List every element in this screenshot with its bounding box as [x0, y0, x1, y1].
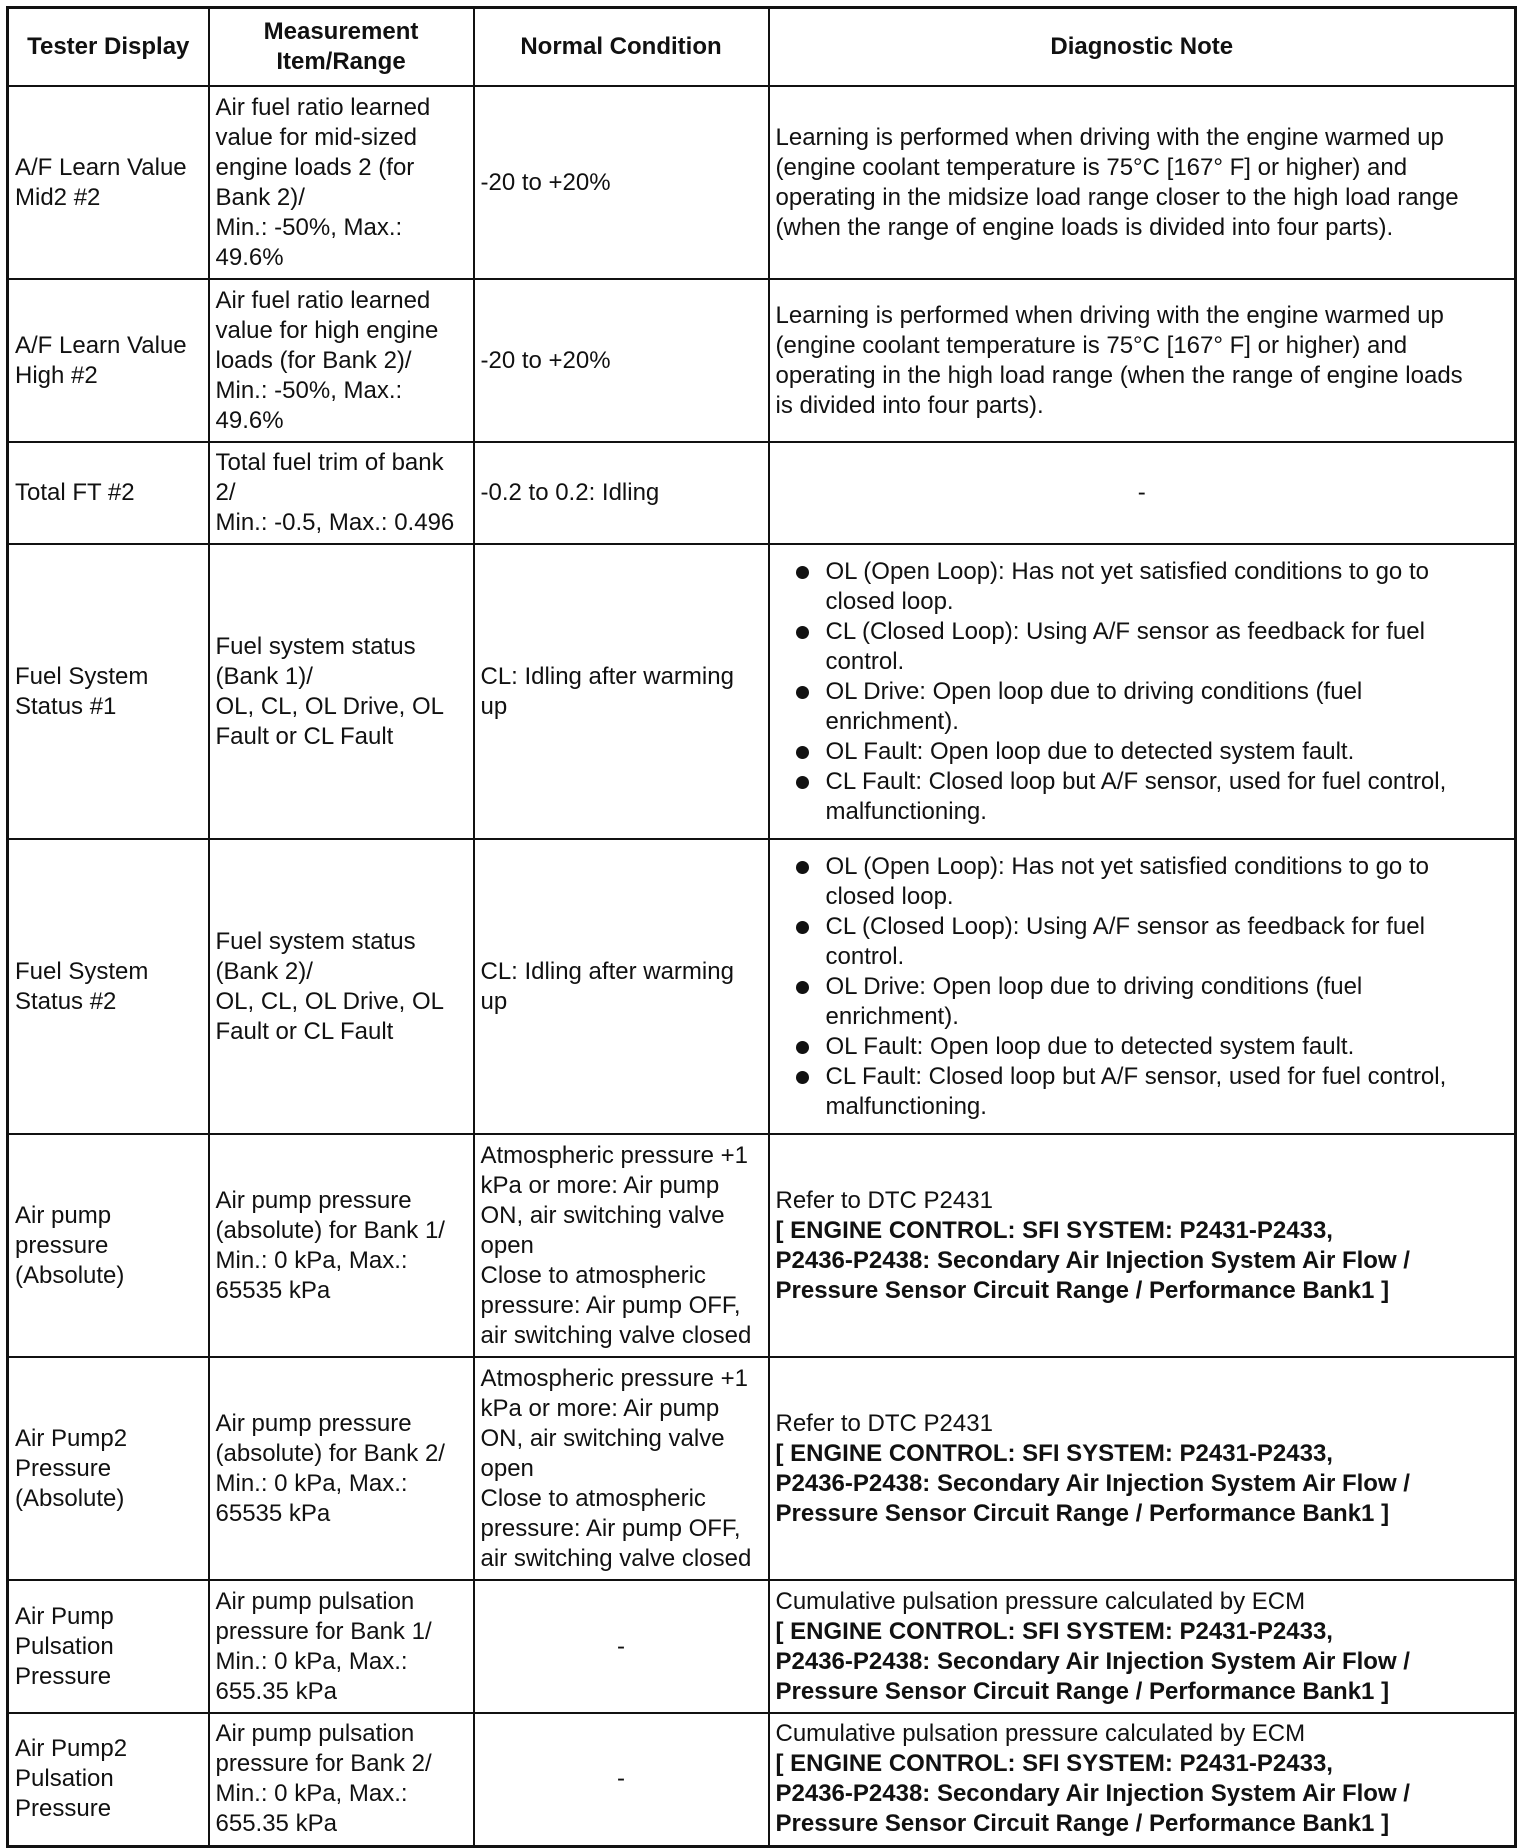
diagnostic-note-cell — [769, 1713, 1516, 1846]
tester-display-cell: Fuel System Status #2 — [8, 839, 209, 1134]
table-row — [8, 839, 1516, 1134]
list-item: CL (Closed Loop): Using A/F sensor as feedback for fuel control. — [790, 912, 1509, 972]
normal-condition-cell: CL: Idling after warming up — [474, 839, 769, 1134]
header-row — [8, 8, 1516, 87]
header-normal-condition: Normal Condition — [474, 8, 769, 87]
normal-condition-cell: - — [474, 1580, 769, 1713]
normal-condition-cell: Atmospheric pressure +1 kPa or more: Air pump ON, air switching valve open Close to atmospheric pressure: Air pump OFF, air switching valve closed — [474, 1357, 769, 1580]
tester-display-cell: Air Pump Pulsation Pressure — [8, 1580, 209, 1713]
bullet-list — [776, 852, 1509, 1122]
normal-condition-cell: CL: Idling after warming up — [474, 544, 769, 839]
list-item: OL Fault: Open loop due to detected system fault. — [790, 1032, 1509, 1062]
diagnostic-note-cell — [769, 1580, 1516, 1713]
measurement-cell: Fuel system status (Bank 2)/ OL, CL, OL Drive, OL Fault or CL Fault — [209, 839, 474, 1134]
normal-condition-cell: -20 to +20% — [474, 86, 769, 279]
measurement-cell: Air pump pulsation pressure for Bank 1/ Min.: 0 kPa, Max.: 655.35 kPa — [209, 1580, 474, 1713]
normal-condition-cell: -0.2 to 0.2: Idling — [474, 442, 769, 544]
table-row — [8, 1580, 1516, 1713]
table-row — [8, 544, 1516, 839]
list-item: OL (Open Loop): Has not yet satisfied conditions to go to closed loop. — [790, 557, 1509, 617]
tester-display-cell: Air Pump2 Pressure (Absolute) — [8, 1357, 209, 1580]
tester-display-cell: Total FT #2 — [8, 442, 209, 544]
diagnostic-note-cell — [769, 544, 1516, 839]
list-item: OL Drive: Open loop due to driving conditions (fuel enrichment). — [790, 972, 1509, 1032]
list-item: CL Fault: Closed loop but A/F sensor, used for fuel control, malfunctioning. — [790, 767, 1509, 827]
diagnostic-note-cell — [769, 1357, 1516, 1580]
diagnostic-note-cell: - — [769, 442, 1516, 544]
table-row — [8, 279, 1516, 442]
measurement-cell: Total fuel trim of bank 2/ Min.: -0.5, Max.: 0.496 — [209, 442, 474, 544]
reference-link[interactable]: [ ENGINE CONTROL: SFI SYSTEM: P2431-P2433, P2436-P2438: Secondary Air Injection System Air Flow / Pressure Sensor Circuit Range / Performance Bank1 ] — [775, 1617, 1410, 1705]
table-row — [8, 1713, 1516, 1846]
data-list-table — [6, 6, 1517, 1848]
diagnostic-note-cell: Learning is performed when driving with the engine warmed up (engine coolant temperature is 75°C [167° F] or higher) and operating in the high load range (when the range of engine loads is divided into four parts). — [769, 279, 1516, 442]
normal-condition-cell: -20 to +20% — [474, 279, 769, 442]
diagnostic-note-cell — [769, 1134, 1516, 1357]
table-row — [8, 86, 1516, 279]
tester-display-cell: A/F Learn Value Mid2 #2 — [8, 86, 209, 279]
reference-link[interactable]: [ ENGINE CONTROL: SFI SYSTEM: P2431-P2433, P2436-P2438: Secondary Air Injection System Air Flow / Pressure Sensor Circuit Range / Performance Bank1 ] — [775, 1439, 1410, 1527]
list-item: CL (Closed Loop): Using A/F sensor as feedback for fuel control. — [790, 617, 1509, 677]
list-item: OL Drive: Open loop due to driving conditions (fuel enrichment). — [790, 677, 1509, 737]
normal-condition-cell: - — [474, 1713, 769, 1846]
bullet-list — [776, 557, 1509, 827]
measurement-cell: Fuel system status (Bank 1)/ OL, CL, OL Drive, OL Fault or CL Fault — [209, 544, 474, 839]
header-tester-display: Tester Display — [8, 8, 209, 87]
tester-display-cell: A/F Learn Value High #2 — [8, 279, 209, 442]
tester-display-cell: Air Pump2 Pulsation Pressure — [8, 1713, 209, 1846]
diagnostic-note-cell: Learning is performed when driving with the engine warmed up (engine coolant temperature is 75°C [167° F] or higher) and operating in the midsize load range closer to the high load range (when the range of engine loads is divided into four parts). — [769, 86, 1516, 279]
note-text: Refer to DTC P2431 — [775, 1409, 993, 1437]
header-diagnostic-note: Diagnostic Note — [769, 8, 1516, 87]
measurement-cell: Air fuel ratio learned value for mid-sized engine loads 2 (for Bank 2)/ Min.: -50%, Max.: 49.6% — [209, 86, 474, 279]
reference-link[interactable]: [ ENGINE CONTROL: SFI SYSTEM: P2431-P2433, P2436-P2438: Secondary Air Injection System Air Flow / Pressure Sensor Circuit Range / Performance Bank1 ] — [775, 1750, 1410, 1838]
list-item: OL Fault: Open loop due to detected system fault. — [790, 737, 1509, 767]
diagnostic-note-cell — [769, 839, 1516, 1134]
normal-condition-cell: Atmospheric pressure +1 kPa or more: Air pump ON, air switching valve open Close to atmospheric pressure: Air pump OFF, air switching valve closed — [474, 1134, 769, 1357]
measurement-cell: Air fuel ratio learned value for high engine loads (for Bank 2)/ Min.: -50%, Max.: 49.6% — [209, 279, 474, 442]
table-row — [8, 1357, 1516, 1580]
list-item: OL (Open Loop): Has not yet satisfied conditions to go to closed loop. — [790, 852, 1509, 912]
note-text: Cumulative pulsation pressure calculated by ECM — [775, 1587, 1306, 1615]
header-measurement-item: Measurement Item/Range — [209, 8, 474, 87]
reference-link[interactable]: [ ENGINE CONTROL: SFI SYSTEM: P2431-P2433, P2436-P2438: Secondary Air Injection System Air Flow / Pressure Sensor Circuit Range / Performance Bank1 ] — [775, 1216, 1410, 1304]
note-text: Cumulative pulsation pressure calculated by ECM — [775, 1720, 1306, 1748]
tester-display-cell: Fuel System Status #1 — [8, 544, 209, 839]
tester-display-cell: Air pump pressure (Absolute) — [8, 1134, 209, 1357]
measurement-cell: Air pump pressure (absolute) for Bank 1/ Min.: 0 kPa, Max.: 65535 kPa — [209, 1134, 474, 1357]
list-item: CL Fault: Closed loop but A/F sensor, used for fuel control, malfunctioning. — [790, 1062, 1509, 1122]
table-row — [8, 1134, 1516, 1357]
measurement-cell: Air pump pulsation pressure for Bank 2/ Min.: 0 kPa, Max.: 655.35 kPa — [209, 1713, 474, 1846]
note-text: Refer to DTC P2431 — [775, 1186, 993, 1214]
measurement-cell: Air pump pressure (absolute) for Bank 2/ Min.: 0 kPa, Max.: 65535 kPa — [209, 1357, 474, 1580]
data-list-table-container — [6, 6, 1514, 1848]
table-row — [8, 442, 1516, 544]
